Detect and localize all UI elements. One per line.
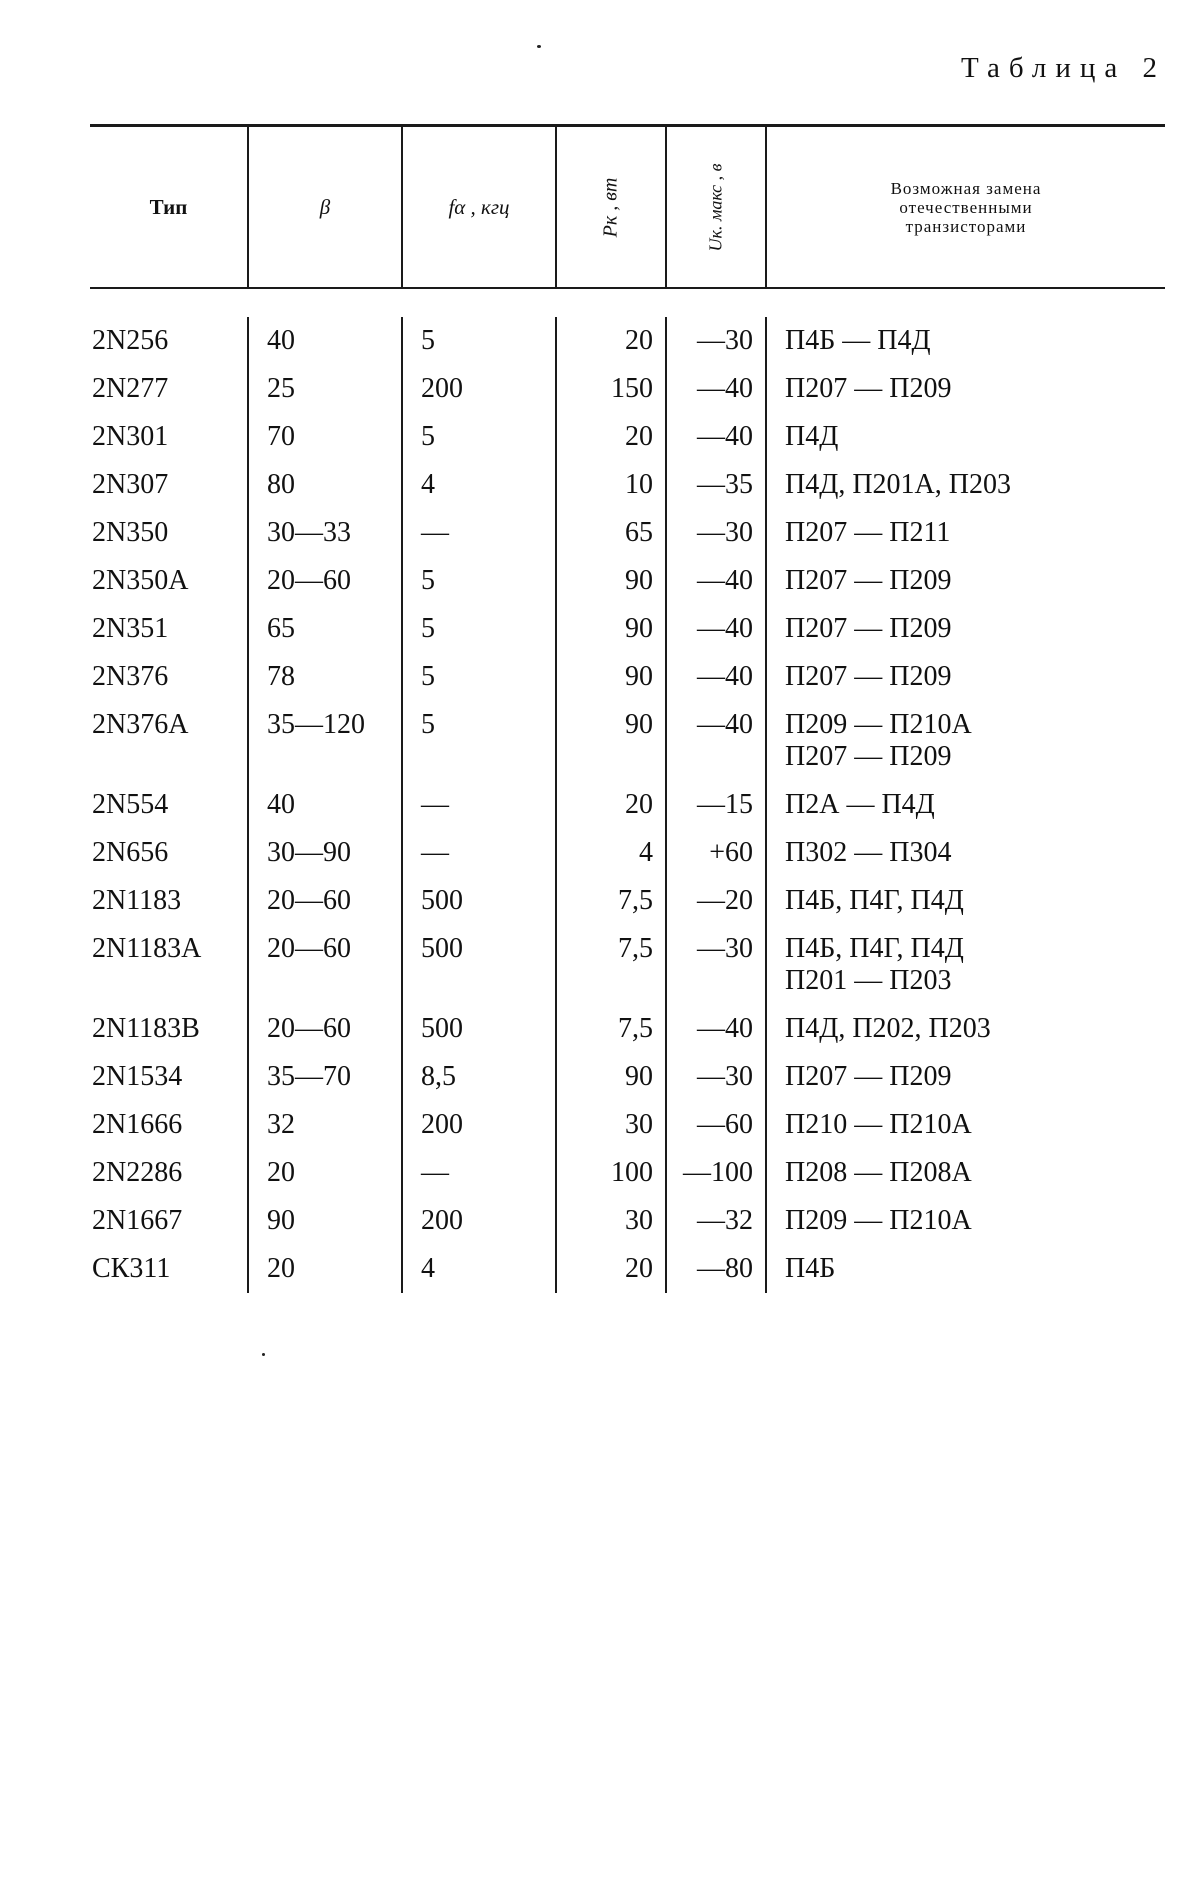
header-voltage — [667, 127, 767, 287]
cell-replacement — [767, 781, 1165, 829]
cell-type: 2N1666 — [90, 1101, 249, 1149]
cell-frequency: 5 — [403, 413, 557, 461]
cell-type: 2N376 — [90, 653, 249, 701]
cell-frequency: — — [403, 509, 557, 557]
cell-replacement — [767, 317, 1165, 365]
cell-beta: 30—90 — [249, 829, 403, 877]
cell-voltage: —40 — [667, 365, 767, 413]
cell-beta: 20—60 — [249, 925, 403, 1005]
cell-replacement — [767, 1197, 1165, 1245]
cell-beta: 40 — [249, 317, 403, 365]
table-row — [90, 781, 1165, 829]
cell-replacement — [767, 1245, 1165, 1293]
cell-beta: 30—33 — [249, 509, 403, 557]
table-row — [90, 509, 1165, 557]
cell-voltage: —30 — [667, 925, 767, 1005]
cell-frequency: — — [403, 781, 557, 829]
replacement-line: П2А — П4Д — [785, 789, 935, 820]
cell-frequency: 200 — [403, 365, 557, 413]
cell-power: 90 — [557, 653, 667, 701]
cell-replacement — [767, 829, 1165, 877]
header-replacement-label — [891, 179, 1042, 236]
table-body — [90, 289, 1165, 1339]
cell-type: 2N1183 — [90, 877, 249, 925]
cell-voltage: —30 — [667, 317, 767, 365]
cell-type: 2N656 — [90, 829, 249, 877]
cell-replacement — [767, 605, 1165, 653]
header-power-label: Pк , вт — [599, 177, 622, 237]
header-type — [90, 127, 249, 287]
cell-power: 20 — [557, 1245, 667, 1293]
replacement-line: П208 — П208А — [785, 1157, 972, 1188]
table-row — [90, 1245, 1165, 1293]
cell-frequency: 500 — [403, 1005, 557, 1053]
cell-type: 2N554 — [90, 781, 249, 829]
header-frequency-label: fα , кгц — [448, 194, 510, 219]
cell-power: 7,5 — [557, 877, 667, 925]
cell-power: 150 — [557, 365, 667, 413]
cell-replacement — [767, 1005, 1165, 1053]
cell-voltage: —40 — [667, 701, 767, 781]
cell-voltage: —35 — [667, 461, 767, 509]
cell-frequency: 4 — [403, 1245, 557, 1293]
cell-power: 90 — [557, 557, 667, 605]
table-row — [90, 701, 1165, 781]
cell-power: 20 — [557, 317, 667, 365]
replacement-line: П4Б — [785, 1253, 836, 1284]
replacement-line: П201 — П203 — [785, 965, 952, 996]
cell-power: 30 — [557, 1101, 667, 1149]
replacement-line: П209 — П210А — [785, 1205, 972, 1236]
cell-type: 2N2286 — [90, 1149, 249, 1197]
cell-type: 2N350А — [90, 557, 249, 605]
replacement-line: П4Д, П202, П203 — [785, 1013, 991, 1044]
table-row — [90, 653, 1165, 701]
replacement-line: П207 — П209 — [785, 1061, 952, 1092]
header-replacement-line: Возможная замена — [890, 178, 1042, 198]
replacement-line: П4Д, П201А, П203 — [785, 469, 1011, 500]
cell-beta: 20 — [249, 1149, 403, 1197]
replacement-line: П207 — П211 — [785, 517, 951, 548]
cell-type: 2N1183А — [90, 925, 249, 1005]
cell-frequency: — — [403, 1149, 557, 1197]
cell-power: 100 — [557, 1149, 667, 1197]
cell-beta: 20—60 — [249, 1005, 403, 1053]
cell-voltage: —40 — [667, 653, 767, 701]
cell-voltage: —40 — [667, 1005, 767, 1053]
cell-frequency: 5 — [403, 701, 557, 781]
cell-frequency: 4 — [403, 461, 557, 509]
header-beta — [249, 127, 403, 287]
header-voltage-label: Uк. макс , в — [705, 163, 726, 251]
print-speck — [537, 45, 541, 48]
cell-type: 2N1183В — [90, 1005, 249, 1053]
replacement-line: П4Б, П4Г, П4Д — [785, 885, 964, 916]
cell-replacement — [767, 1101, 1165, 1149]
cell-frequency: 500 — [403, 877, 557, 925]
replacement-line: П207 — П209 — [785, 565, 952, 596]
table-row — [90, 925, 1165, 1005]
cell-power: 90 — [557, 605, 667, 653]
cell-voltage: —40 — [667, 413, 767, 461]
table-row — [90, 461, 1165, 509]
header-replacement-line: отечественными — [899, 197, 1033, 217]
cell-beta: 20—60 — [249, 877, 403, 925]
table-row — [90, 877, 1165, 925]
cell-power: 20 — [557, 413, 667, 461]
table-row — [90, 1101, 1165, 1149]
cell-voltage: —20 — [667, 877, 767, 925]
replacement-line: П4Б — П4Д — [785, 325, 931, 356]
replacement-line: П210 — П210А — [785, 1109, 972, 1140]
cell-power: 20 — [557, 781, 667, 829]
cell-beta: 78 — [249, 653, 403, 701]
cell-type: 2N307 — [90, 461, 249, 509]
cell-beta: 40 — [249, 781, 403, 829]
replacement-line: П4Д — [785, 421, 839, 452]
cell-beta: 35—120 — [249, 701, 403, 781]
cell-beta: 25 — [249, 365, 403, 413]
cell-replacement — [767, 1149, 1165, 1197]
cell-replacement — [767, 413, 1165, 461]
cell-voltage: —80 — [667, 1245, 767, 1293]
cell-replacement — [767, 925, 1165, 1005]
cell-frequency: 200 — [403, 1197, 557, 1245]
cell-replacement — [767, 509, 1165, 557]
cell-replacement — [767, 365, 1165, 413]
header-frequency — [403, 127, 557, 287]
table-title: Таблица 2 — [960, 52, 1166, 84]
cell-type: 2N1534 — [90, 1053, 249, 1101]
replacement-line: П207 — П209 — [785, 613, 952, 644]
cell-type: 2N351 — [90, 605, 249, 653]
cell-voltage: +60 — [667, 829, 767, 877]
header-replacement — [767, 127, 1165, 287]
cell-power: 7,5 — [557, 925, 667, 1005]
transistor-table — [90, 124, 1165, 1339]
replacement-line: П209 — П210А — [785, 709, 972, 740]
cell-voltage: —100 — [667, 1149, 767, 1197]
table-row — [90, 829, 1165, 877]
cell-replacement — [767, 653, 1165, 701]
table-row — [90, 413, 1165, 461]
cell-beta: 80 — [249, 461, 403, 509]
cell-beta: 65 — [249, 605, 403, 653]
table-row — [90, 365, 1165, 413]
cell-type: 2N376А — [90, 701, 249, 781]
cell-voltage: —30 — [667, 1053, 767, 1101]
cell-beta: 32 — [249, 1101, 403, 1149]
table-row — [90, 317, 1165, 365]
header-replacement-line: транзисторами — [905, 216, 1027, 236]
cell-voltage: —40 — [667, 605, 767, 653]
cell-type: 2N277 — [90, 365, 249, 413]
replacement-line: П207 — П209 — [785, 661, 952, 692]
table-row — [90, 557, 1165, 605]
cell-frequency: 5 — [403, 317, 557, 365]
table-row — [90, 1197, 1165, 1245]
replacement-line: П207 — П209 — [785, 741, 952, 772]
cell-frequency: 5 — [403, 557, 557, 605]
table-row — [90, 1149, 1165, 1197]
cell-frequency: — — [403, 829, 557, 877]
table-row — [90, 1053, 1165, 1101]
cell-power: 7,5 — [557, 1005, 667, 1053]
cell-frequency: 200 — [403, 1101, 557, 1149]
cell-type: 2N350 — [90, 509, 249, 557]
cell-beta: 20—60 — [249, 557, 403, 605]
cell-type: СК311 — [90, 1245, 249, 1293]
cell-power: 65 — [557, 509, 667, 557]
cell-replacement — [767, 557, 1165, 605]
cell-power: 4 — [557, 829, 667, 877]
cell-frequency: 8,5 — [403, 1053, 557, 1101]
cell-type: 2N256 — [90, 317, 249, 365]
cell-beta: 70 — [249, 413, 403, 461]
print-speck — [262, 1353, 265, 1356]
cell-voltage: —32 — [667, 1197, 767, 1245]
header-power — [557, 127, 667, 287]
table-row — [90, 1005, 1165, 1053]
cell-power: 90 — [557, 701, 667, 781]
cell-replacement — [767, 461, 1165, 509]
table-header — [90, 127, 1165, 287]
cell-type: 2N1667 — [90, 1197, 249, 1245]
replacement-line: П4Б, П4Г, П4Д — [785, 933, 964, 964]
cell-voltage: —60 — [667, 1101, 767, 1149]
cell-replacement — [767, 1053, 1165, 1101]
cell-replacement — [767, 877, 1165, 925]
cell-power: 30 — [557, 1197, 667, 1245]
replacement-line: П207 — П209 — [785, 373, 952, 404]
cell-voltage: —15 — [667, 781, 767, 829]
cell-power: 90 — [557, 1053, 667, 1101]
cell-power: 10 — [557, 461, 667, 509]
cell-voltage: —40 — [667, 557, 767, 605]
header-type-label: Тип — [149, 194, 188, 219]
header-beta-label: β — [319, 194, 331, 219]
cell-frequency: 5 — [403, 653, 557, 701]
cell-beta: 20 — [249, 1245, 403, 1293]
cell-beta: 90 — [249, 1197, 403, 1245]
cell-type: 2N301 — [90, 413, 249, 461]
cell-frequency: 500 — [403, 925, 557, 1005]
cell-voltage: —30 — [667, 509, 767, 557]
table-row — [90, 605, 1165, 653]
cell-beta: 35—70 — [249, 1053, 403, 1101]
cell-frequency: 5 — [403, 605, 557, 653]
cell-replacement — [767, 701, 1165, 781]
replacement-line: П302 — П304 — [785, 837, 952, 868]
